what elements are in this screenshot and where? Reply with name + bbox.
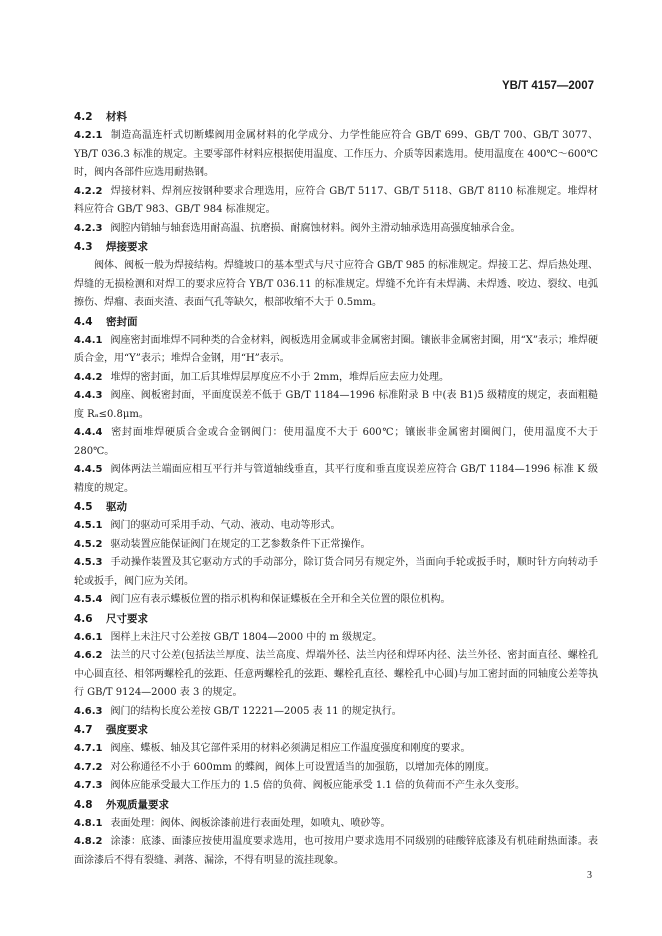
document-body <box>74 108 598 870</box>
clause-text: 手动操作装置及其它驱动方式的手动部分，除订货合同另有规定外，当面向手轮或扳手时，顺时针方向转动手轮或扳手，阀门应为关闭。 <box>74 557 598 587</box>
section-number: 4.5 <box>74 501 93 513</box>
clause-number: 4.2.3 <box>74 222 103 234</box>
body-paragraph: 阀体、阀板一般为焊接结构。焊缝坡口的基本型式与尺寸应符合 GB/T 985 的标准规定。焊接工艺、焊后热处理、焊缝的无损检测和对焊工的要求应符合 YB/T 036.11 的标准规定。焊缝不允许有未焊满、未焊透、咬边、裂纹、电弧擦伤、焊瘤、表面夹渣、表面气孔等缺欠，根部收缩不大于 0.5mm。 <box>74 260 598 308</box>
clause-paragraph <box>74 554 598 591</box>
section-number: 4.7 <box>74 724 93 736</box>
section-number: 4.3 <box>74 241 93 253</box>
clause-paragraph <box>74 369 598 388</box>
clause-number: 4.4.1 <box>74 334 103 346</box>
clause-paragraph <box>74 424 598 461</box>
section-heading <box>74 313 598 332</box>
clause-number: 4.6.3 <box>74 705 103 717</box>
clause-text: 阀座、蝶板、轴及其它部件采用的材料必须满足相应工作温度强度和刚度的要求。 <box>110 743 471 754</box>
clause-paragraph <box>74 332 598 369</box>
clause-number: 4.6.1 <box>74 631 103 643</box>
clause-paragraph <box>74 815 598 834</box>
clause-number: 4.7.3 <box>74 780 103 791</box>
clause-paragraph <box>74 127 598 183</box>
section-title: 密封面 <box>106 315 138 328</box>
clause-text: 制造高温连杆式切断蝶阀用金属材料的化学成分、力学性能应符合 GB/T 699、GB/T 700、GB/T 3077、YB/T 036.3 标准的规定。主要零部件材料应根据使用温度、工作压力、介质等因素选用。使用温度在 400℃～600℃时，阀内各部件应选用耐热钢。 <box>74 130 598 178</box>
clause-text: 图样上未注尺寸公差按 GB/T 1804—2000 中的 m 级规定。 <box>110 631 383 643</box>
section-heading <box>74 238 598 257</box>
clause-number: 4.6.2 <box>74 650 103 661</box>
section-heading <box>74 796 598 815</box>
standard-number: YB/T 4157—2007 <box>501 80 594 92</box>
clause-number: 4.5.1 <box>74 520 103 531</box>
clause-paragraph <box>74 591 598 610</box>
section-number: 4.2 <box>74 111 93 123</box>
clause-text: 阀体两法兰端面应相互平行并与管道轴线垂直，其平行度和垂直度误差应符合 GB/T 1184—1996 标准 K 级精度的规定。 <box>74 464 598 494</box>
clause-number: 4.5.2 <box>74 538 103 550</box>
clause-text: 阀座、阀板密封面，平面度误差不低于 GB/T 1184—1996 标准附录 B 中(表 B1)5 级精度的规定，表面粗糙度 Rₐ≤0.8μm。 <box>74 390 598 420</box>
clause-paragraph <box>74 833 598 870</box>
clause-text: 阀腔内销轴与轴套选用耐高温、抗磨损、耐腐蚀材料。阀外主滑动轴承选用高强度轴承合金。 <box>110 222 521 234</box>
clause-paragraph <box>74 536 598 555</box>
clause-paragraph <box>74 387 598 424</box>
clause-paragraph <box>74 220 598 239</box>
clause-text: 对公称通径不小于 600mm 的蝶阀，阀体上可设置适当的加强筋，以增加壳体的刚度。 <box>110 761 495 773</box>
clause-paragraph <box>74 517 598 536</box>
clause-number: 4.7.2 <box>74 761 103 773</box>
section-number: 4.6 <box>74 612 93 625</box>
clause-number: 4.4.2 <box>74 371 103 383</box>
clause-paragraph <box>74 461 598 498</box>
section-title: 焊接要求 <box>106 241 148 253</box>
section-title: 材料 <box>106 111 127 123</box>
clause-text: 密封面堆焊硬质合金或合金钢阀门：使用温度不大于 600℃；镶嵌非金属密封圈阀门，使用温度不大于 280℃。 <box>74 427 598 457</box>
section-title: 强度要求 <box>106 724 148 736</box>
clause-number: 4.7.1 <box>74 743 103 754</box>
clause-text: 焊接材料、焊剂应按钢种要求合理选用，应符合 GB/T 5117、GB/T 5118、GB/T 8110 标准规定。堆焊材料应符合 GB/T 983、GB/T 984 标准规定。 <box>74 185 598 215</box>
clause-text: 阀门应有表示蝶板位置的指示机构和保证蝶板在全开和全关位置的限位机构。 <box>110 594 451 605</box>
clause-number: 4.5.4 <box>74 594 103 605</box>
section-heading <box>74 108 598 127</box>
clause-number: 4.5.3 <box>74 557 103 568</box>
clause-paragraph <box>74 647 598 703</box>
section-number: 4.8 <box>74 798 93 811</box>
clause-text: 堆焊的密封面，加工后其堆焊层厚度应不小于 2mm，堆焊后应去应力处理。 <box>110 371 449 383</box>
clause-paragraph <box>74 629 598 648</box>
page-number: 3 <box>587 870 592 881</box>
clause-text: 表面处理：阀体、阀板涂漆前进行表面处理，如喷丸、喷砂等。 <box>110 817 391 829</box>
clause-text: 阀门的驱动可采用手动、气动、液动、电动等形式。 <box>110 520 341 531</box>
clause-paragraph <box>74 703 598 722</box>
clause-paragraph <box>74 740 598 759</box>
section-heading <box>74 721 598 740</box>
clause-number: 4.8.2 <box>74 836 103 847</box>
clause-number: 4.4.3 <box>74 390 103 401</box>
clause-text: 驱动装置应能保证阀门在规定的工艺参数条件下正常操作。 <box>110 538 371 550</box>
clause-paragraph <box>74 183 598 220</box>
section-title: 尺寸要求 <box>106 612 148 625</box>
section-heading <box>74 498 598 517</box>
clause-number: 4.8.1 <box>74 817 103 829</box>
clause-text: 阀座密封面堆焊不同种类的合金材料，阀板选用金属或非金属密封圈。镶嵌非金属密封圈，用“X”表示；堆焊硬质合金，用“Y”表示；堆焊合金钢，用“H”表示。 <box>74 334 598 364</box>
clause-number: 4.4.5 <box>74 464 103 475</box>
clause-number: 4.2.1 <box>74 130 103 141</box>
clause-text: 阀门的结构长度公差按 GB/T 12221—2005 表 11 的规定执行。 <box>110 705 402 717</box>
section-title: 外观质量要求 <box>106 798 169 811</box>
section-title: 驱动 <box>106 501 127 513</box>
clause-paragraph <box>74 777 598 796</box>
section-heading <box>74 610 598 629</box>
clause-text: 法兰的尺寸公差(包括法兰厚度、法兰高度、焊端外径、法兰内径和焊环内径、法兰外径、密封面直径、螺栓孔中心圆直径、相邻两螺栓孔的弦距、任意两螺栓孔的弦距、螺栓孔直径、螺栓孔中心圆)与加工密封面的同轴度公差等执行 GB/T 9124—2000 表 3 的规定。 <box>74 650 598 698</box>
section-number: 4.4 <box>74 315 93 328</box>
clause-text: 阀体应能承受最大工作压力的 1.5 倍的负荷、阀板应能承受 1.1 倍的负荷而不产生永久变形。 <box>110 780 526 791</box>
clause-paragraph <box>74 759 598 778</box>
clause-number: 4.2.2 <box>74 185 103 197</box>
clause-text: 涂漆：底漆、面漆应按使用温度要求选用，也可按用户要求选用不同级别的硅酸锌底漆及有机硅耐热面漆。表面涂漆后不得有裂缝、剥落、漏涂，不得有明显的流挂现象。 <box>74 836 598 866</box>
clause-number: 4.4.4 <box>74 427 103 438</box>
